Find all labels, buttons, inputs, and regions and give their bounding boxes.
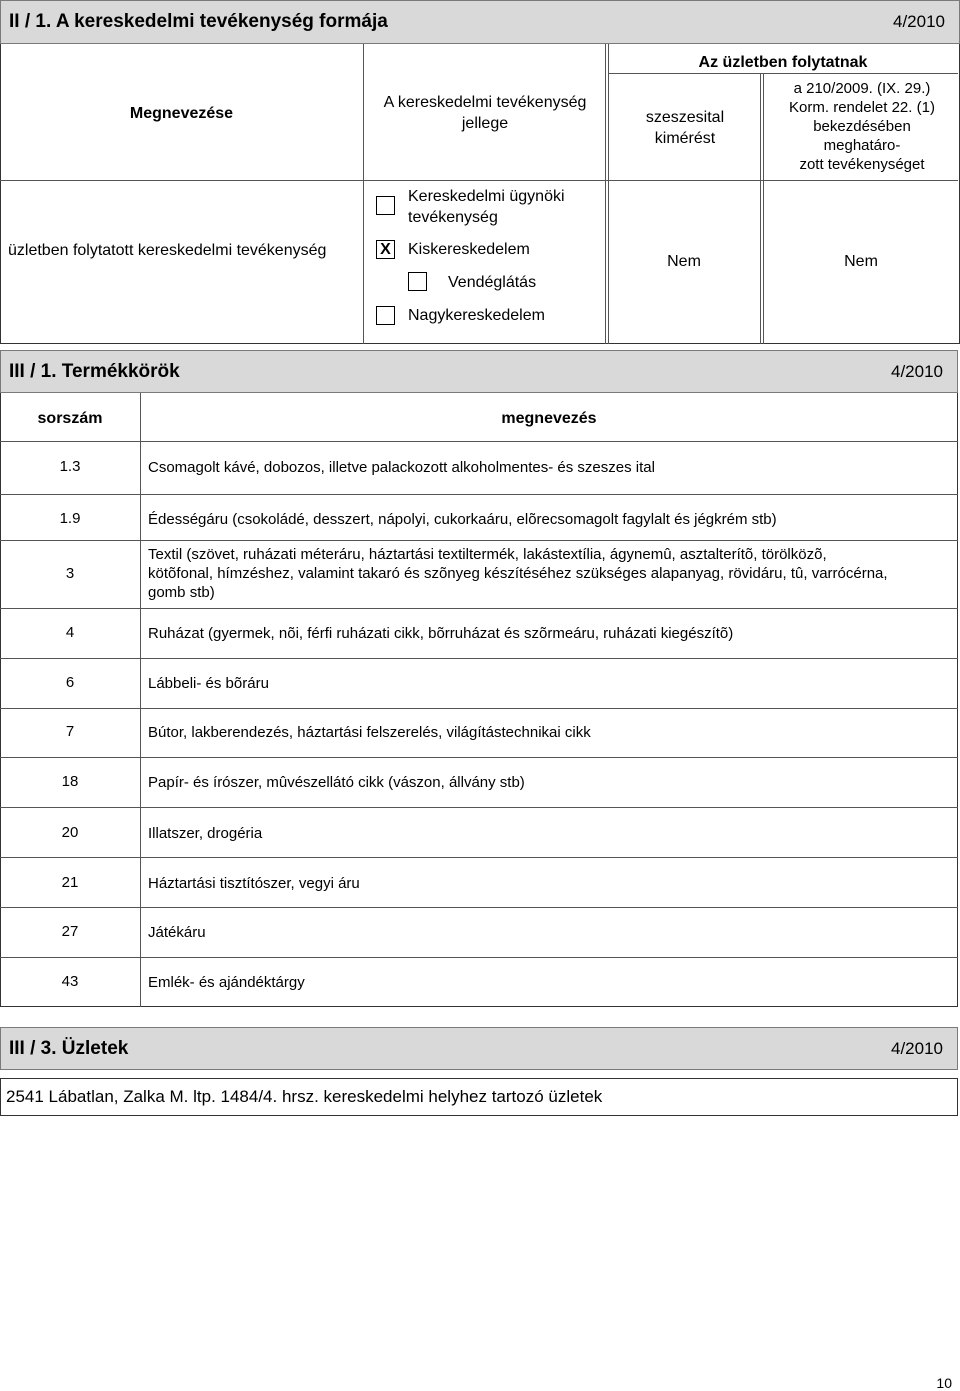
section-date: 4/2010 [893,12,945,31]
row-name: Csomagolt kávé, dobozos, illetve palackozott alkoholmentes- és szeszes ital [148,459,655,476]
col-megnevezes-header: Megnevezése [129,105,234,122]
row-name: Textil (szövet, ruházati méteráru, háztartási textiltermék, lakástextília, ágynemû, asztalterítõ, törölközõ, kötõfonal, hímzéshez, valamint takaró és szõnyeg készítéséhez szükséges alapanyag, rövidáru, tû, varrócérna, gomb stb) [148,546,888,601]
row-number: 18 [61,773,79,790]
option-vendeglatas-label: Vendéglátás [448,274,537,291]
col-sorszam-header: sorszám [37,410,103,427]
section-title: III / 3. Üzletek [9,1037,129,1059]
row-name: Emlék- és ajándéktárgy [148,974,305,991]
section-date: 4/2010 [891,1038,943,1058]
checkbox-vendeglatas[interactable] [408,272,427,291]
col-jelleg-header: A kereskedelmi tevékenység jellege [383,94,587,132]
section-title: II / 1. A kereskedelmi tevékenység formája [9,11,388,32]
row-name: Játékáru [148,924,206,941]
section-date: 4/2010 [891,361,943,381]
row-number: 7 [65,723,75,740]
section-header-forma [0,0,960,44]
col-uzlet-header: Az üzletben folytatnak [698,54,868,71]
page-number: 10 [936,1375,952,1391]
row-number: 27 [61,923,79,940]
row-number: 21 [61,874,79,891]
row-name: Háztartási tisztítószer, vegyi áru [148,875,360,892]
rendelet-value: Nem [844,253,878,270]
row-number: 4 [65,624,75,641]
checkbox-nagykereskedelem[interactable] [376,306,395,325]
col-szeszes-header: szeszesital kimérést [645,109,725,147]
col-rendelet-header: a 210/2009. (IX. 29.) Korm. rendelet 22. (1) bekezdésében meghatáro- zott tevékenységet [789,80,935,173]
row-name: Lábbeli- és bõráru [148,675,269,692]
row-number: 3 [65,565,75,582]
row-name: Papír- és írószer, mûvészellátó cikk (vászon, állvány stb) [148,774,525,791]
row-name: Édességáru (csokoládé, desszert, nápolyi, cukorkaáru, elõrecsomagolt fagylalt és jégkrém stb) [148,511,777,528]
row-number: 43 [61,973,79,990]
option-nagykereskedelem-label: Nagykereskedelem [408,307,545,324]
row-name: Bútor, lakberendezés, háztartási felszerelés, világítástechnikai cikk [148,724,591,741]
row-name: Ruházat (gyermek, nõi, férfi ruházati cikk, bõrruházat és szõrmeáru, ruházati kiegészítõ) [148,625,734,642]
col-megnevezes-header: megnevezés [501,410,597,427]
row-number: 1.9 [59,510,81,527]
row-name: Illatszer, drogéria [148,825,263,842]
checkbox-kiskereskedelem[interactable]: X [376,240,395,259]
section-header-uzletek [0,1027,958,1070]
row-name: üzletben folytatott kereskedelmi tevékenység [8,242,327,259]
szeszes-value: Nem [667,253,701,270]
uzletek-text: 2541 Lábatlan, Zalka M. ltp. 1484/4. hrsz. kereskedelmi helyhez tartozó üzletek [6,1087,603,1106]
section-title: III / 1. Termékkörök [9,360,180,382]
row-number: 1.3 [59,458,81,475]
option-ugynoki-label: Kereskedelmi ügynöki tevékenység [408,188,565,226]
checkbox-ugynoki[interactable] [376,196,395,215]
row-number: 6 [65,674,75,691]
termekkorok-table [0,393,958,1007]
option-kiskereskedelem-label: Kiskereskedelem [408,241,530,258]
section-header-termekkorok [0,350,958,393]
row-number: 20 [61,824,79,841]
